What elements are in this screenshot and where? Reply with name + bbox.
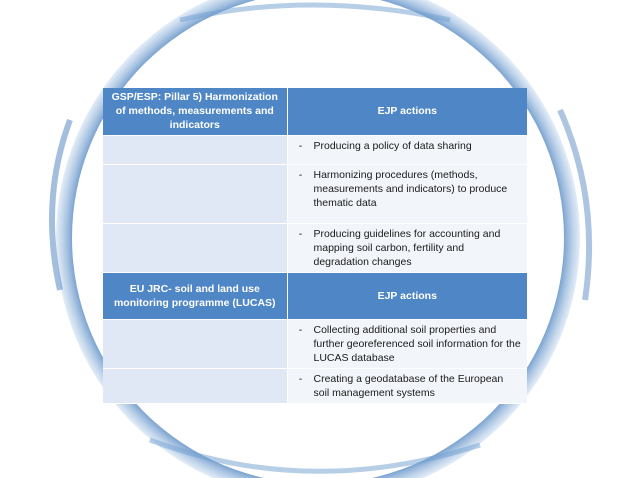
action-text: Producing guidelines for accounting and mapping soil carbon, fertility and degradation changes	[313, 227, 501, 268]
section2-right-header: EJP actions	[287, 272, 527, 319]
empty-cell	[103, 223, 287, 272]
action-cell	[287, 319, 527, 368]
bullet-dash: -	[298, 372, 303, 385]
action-text: Harmonizing procedures (methods, measurements and indicators) to produce thematic data	[313, 168, 508, 209]
section2-header-row	[103, 272, 527, 319]
action-text: Creating a geodatabase of the European soil management systems	[313, 372, 504, 399]
action-cell	[287, 164, 527, 223]
table-row	[103, 319, 527, 368]
ejp-actions-table	[103, 88, 527, 404]
table-row	[103, 135, 527, 164]
action-cell	[287, 223, 527, 272]
bullet-dash: -	[298, 168, 303, 181]
section2-left-header: EU JRC- soil and land use monitoring programme (LUCAS)	[103, 272, 287, 319]
empty-cell	[103, 368, 287, 403]
bullet-dash: -	[298, 139, 303, 152]
empty-cell	[103, 319, 287, 368]
table-row	[103, 368, 527, 403]
table-row	[103, 223, 527, 272]
bullet-dash: -	[298, 323, 303, 336]
action-cell	[287, 135, 527, 164]
empty-cell	[103, 164, 287, 223]
table-row	[103, 164, 527, 223]
empty-cell	[103, 135, 287, 164]
action-cell	[287, 368, 527, 403]
section1-header-row	[103, 88, 527, 135]
action-text: Producing a policy of data sharing	[313, 139, 472, 152]
section1-left-header: GSP/ESP: Pillar 5) Harmonization of methods, measurements and indicators	[103, 88, 287, 135]
section1-right-header: EJP actions	[287, 88, 527, 135]
action-text: Collecting additional soil properties and further georeferenced soil information for the LUCAS database	[313, 323, 521, 364]
bullet-dash: -	[298, 227, 303, 240]
